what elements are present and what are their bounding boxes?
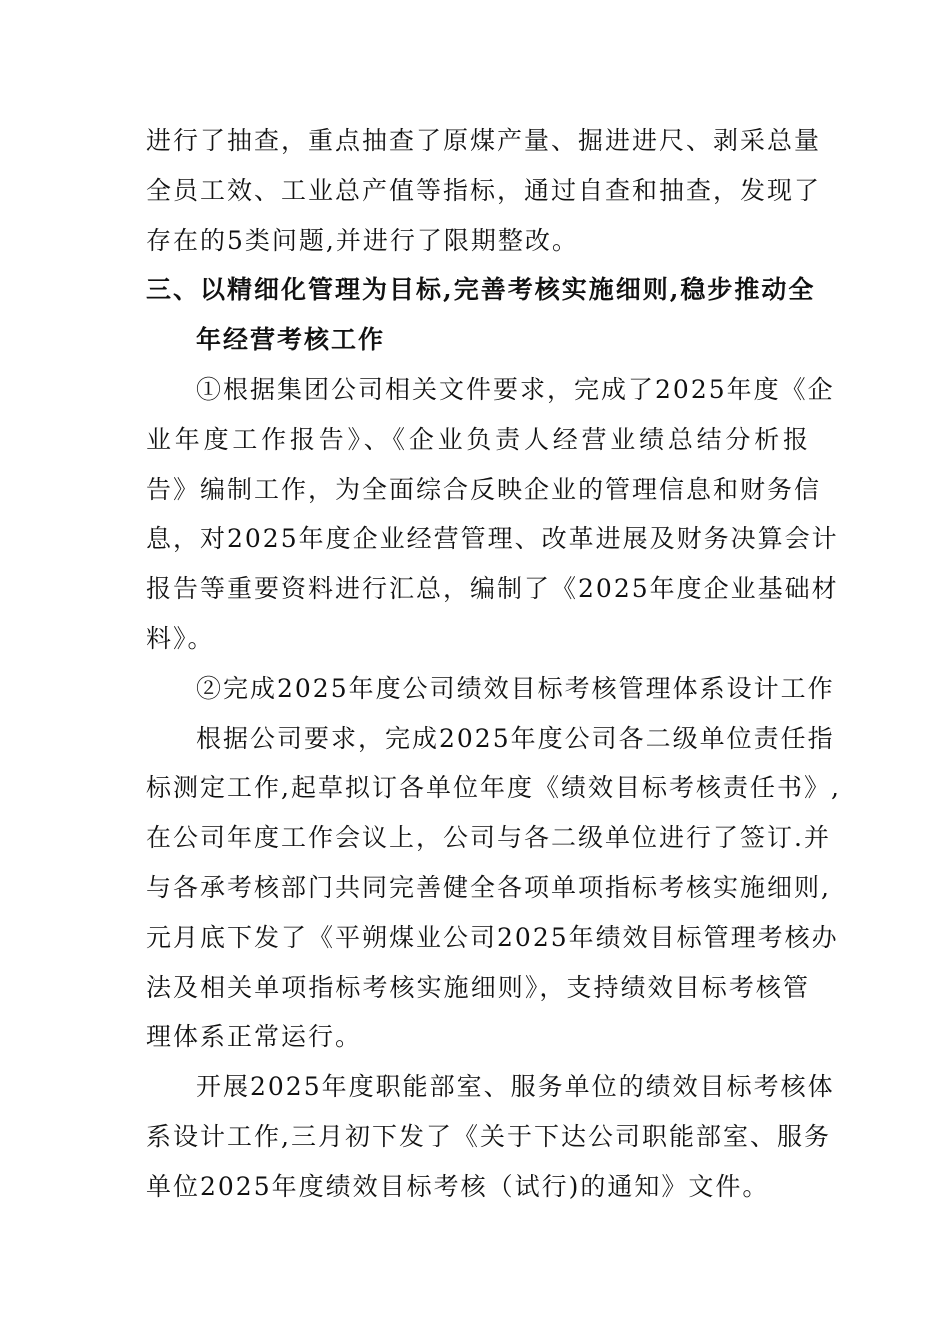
text-line: 标测定工作,起草拟订各单位年度《绩效目标考核责任书》, [146,773,841,803]
text-line: 进行了抽查，重点抽查了原煤产量、掘进进尺、剥采总量 [146,126,822,155]
text-line: 料》。 [146,623,215,653]
text-line: 与各承考核部门共同完善健全各项单项指标考核实施细则, [146,872,831,902]
text-line: 息，对2025年度企业经营管理、改革进展及财务决算会计 [146,524,839,554]
text-line: 业年度工作报告》、《企业负责人经营业绩总结分析报 [146,424,810,454]
heading-line: 年经营考核工作 [196,325,386,355]
text-line: 单位2025年度绩效目标考核（试行)的通知》文件。 [146,1171,770,1201]
text-line: 在公司年度工作会议上，公司与各二级单位进行了签订.并 [146,823,831,853]
paragraph-3 [146,714,841,1063]
heading-line: 三、以精细化管理为目标,完善考核实施细则,稳步推动全 [146,275,816,305]
paragraph-intro [146,116,822,265]
paragraph-4 [146,1062,835,1211]
text-line: 元月底下发了《平朔煤业公司2025年绩效目标管理考核办 [146,922,839,952]
text-line: ②完成2025年度公司绩效目标考核管理体系设计工作 [196,673,835,703]
text-line: 理体系正常运行。 [146,1022,363,1052]
paragraph-2-title [146,664,835,714]
section-heading [146,265,816,365]
text-line: 存在的5类问题,并进行了限期整改。 [146,225,579,255]
text-line: 报告等重要资料进行汇总，编制了《2025年度企业基础材 [146,574,839,604]
paragraph-1 [146,365,839,664]
text-line: 告》编制工作，为全面综合反映企业的管理信息和财务信 [146,474,822,504]
text-line: 全员工效、工业总产值等指标，通过自查和抽查，发现了 [146,175,822,205]
text-line: 根据公司要求，完成2025年度公司各二级单位责任指 [196,723,835,753]
text-line: 系设计工作,三月初下发了《关于下达公司职能部室、服务 [146,1121,831,1151]
text-line: 开展2025年度职能部室、服务单位的绩效目标考核体 [196,1072,835,1102]
text-line: ①根据集团公司相关文件要求，完成了2025年度《企 [196,374,835,404]
document-body [146,116,841,1212]
text-line: 法及相关单项指标考核实施细则》，支持绩效目标考核管 [146,972,810,1002]
